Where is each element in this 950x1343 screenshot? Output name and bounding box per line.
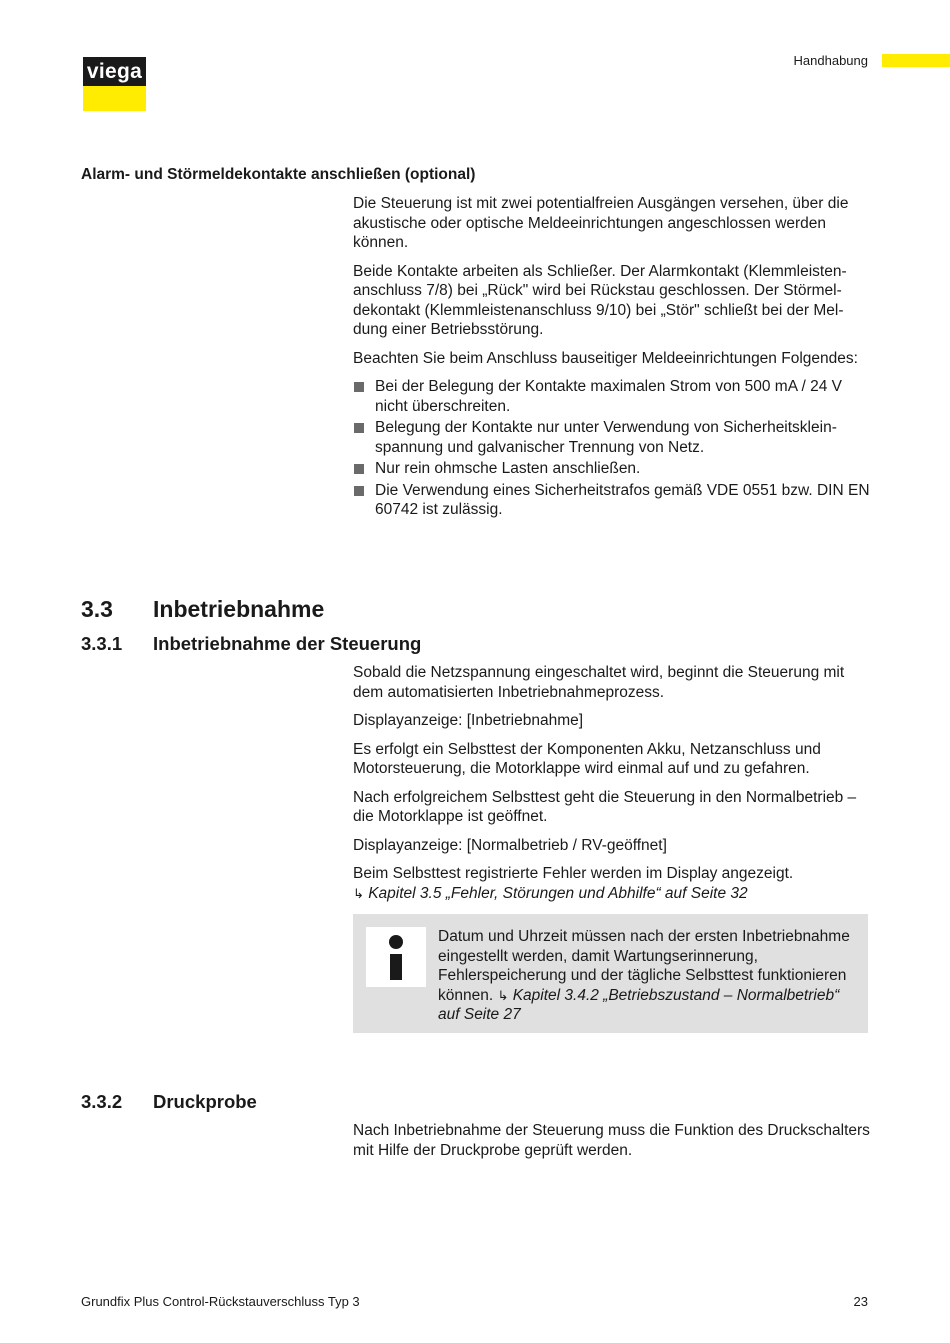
info-note [353,914,868,1033]
section-title: Inbetriebnahme der Steuerung [153,633,422,654]
bullet-list [353,377,871,520]
viega-logo [83,57,146,111]
logo-wordmark: viega [83,57,146,86]
list-item: Belegung der Kontakte nur unter Verwendung von Sicherheitskleinspannung und galvanischer Trennung von Netz. [353,418,871,457]
display-text: Displayanzeige: [Normalbetrieb / RV-geöffnet] [353,836,667,854]
section-number: 3.3.1 [81,633,123,654]
section-label: Handhabung [793,53,868,68]
cross-reference-icon: ↳ [353,885,364,901]
info-icon-dot [389,935,403,949]
cross-reference-link[interactable]: Kapitel 3.5 „Fehler, Störungen und Abhilfe“ auf Seite 32 [368,884,748,902]
display-text: Displayanzeige: [Inbetriebnahme] [353,712,584,729]
note-text [438,927,858,1025]
paragraph: Beachten Sie beim Anschluss bauseitiger Meldeeinrichtungen Folgendes: [353,349,858,367]
section-heading-3-3-2 [81,1091,257,1113]
list-item: Nur rein ohmsche Lasten anschließen. [353,459,871,479]
paragraph: Es erfolgt ein Selbsttest der Komponenten Akku, Netzanschluss und Motorsteuerung, die Motorklappe wird einmal auf und zu gefahren. [353,740,821,777]
cross-reference-link[interactable]: Kapitel 3.4.2 „Betriebszustand – Normalbetrieb“ auf Seite 27 [438,986,840,1023]
section-title: Druckprobe [153,1091,257,1112]
section-title: Inbetriebnahme [153,596,325,622]
paragraph: Nach erfolgreichem Selbsttest geht die Steuerung in den Normalbetrieb – die Motorklappe ist geöffnet. [353,788,857,825]
paragraph: Nach Inbetriebnahme der Steuerung muss die Funktion des Druckschalters mit Hilfe der Druckprobe geprüft werden. [353,1122,870,1159]
section-heading-3-3-1 [81,633,421,655]
paragraph: Die Steuerung ist mit zwei potentialfreien Ausgängen versehen, über die akustische oder optische Meldeeinrichtungen angeschlossen werden können. [353,195,849,251]
paragraph [353,864,871,903]
info-icon [366,927,426,987]
alarm-body [353,194,871,522]
error-text: Beim Selbsttest registrierte Fehler werden im Display angezeigt. [353,865,794,882]
section-heading-3-3 [81,596,324,623]
paragraph: Beide Kontakte arbeiten als Schließer. Der Alarmkontakt (Klemmleistenanschluss 7/8) bei „Rück" wird bei Rückstau geschlossen. Der Störmeldekontakt (Klemmleistenanschluss 9/10) bei „Stör" schließt bei der Meldung einer Betriebsstörung. [353,262,847,338]
section-number: 3.3 [81,596,113,622]
list-item: Bei der Belegung der Kontakte maximalen Strom von 500 mA / 24 V nicht überschreiten. [353,377,871,416]
alarm-heading: Alarm- und Störmeldekontakte anschließen (optional) [81,166,476,183]
commissioning-body [353,663,871,903]
page-number: 23 [853,1294,868,1309]
footer-document-title: Grundfix Plus Control-Rückstauverschluss Typ 3 [81,1294,360,1309]
list-item: Die Verwendung eines Sicherheitstrafos gemäß VDE 0551 bzw. DIN EN 60742 ist zulässig. [353,481,871,520]
section-marker-bar [882,54,950,67]
note-body: Datum und Uhrzeit müssen nach der ersten Inbetriebnahme eingestellt werden, damit Wartungserinnerung, Fehlerspeicherung und der tägliche Selbsttest funktionieren können. [438,928,850,1004]
cross-reference-icon: ↳ [497,987,509,1003]
paragraph: Sobald die Netzspannung eingeschaltet wird, beginnt die Steuerung mit dem automatisierten Inbetriebnahmeprozess. [353,664,845,701]
section-number: 3.3.2 [81,1091,123,1112]
info-icon-stem [390,954,402,980]
pressure-test-body [353,1121,871,1169]
logo-yellow-band [83,86,146,111]
